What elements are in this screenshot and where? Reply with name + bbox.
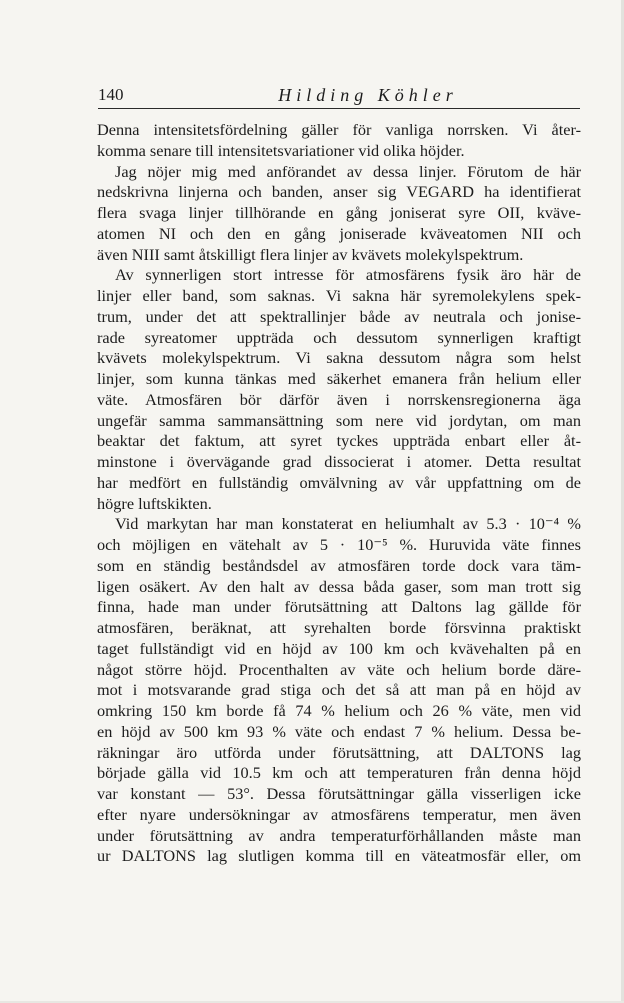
- text-line: under förutsättning av andra temperaturförhållanden måste man: [97, 825, 581, 845]
- text-line: kvävets molekylspektrum. Vi sakna dessutom några som helst: [97, 348, 581, 368]
- text-line: linjer, som kunna tänkas med säkerhet emanera från helium eller: [97, 369, 581, 388]
- text-line: trum, under det att spektrallinjer både av neutrala och jonise-: [97, 306, 581, 326]
- text-line: atomen NI och den en gång joniserade kväveatomen NII och: [97, 223, 581, 243]
- text-line: som en ständig beståndsdel av atmosfären torde dock vara täm-: [97, 555, 581, 575]
- text-line: rade syreatomer uppträda och dessutom synnerligen kraftigt: [97, 327, 581, 347]
- text-line: även NIII samt åtskilligt flera linjer av kvävets molekylspektrum.: [97, 244, 524, 264]
- text-line: komma senare till intensitetsvariationer vid olika höjder.: [97, 140, 465, 160]
- page-number: 140: [98, 85, 124, 104]
- text-line: började gälla vid 10.5 km och att temperaturen från denna höjd: [97, 763, 581, 783]
- text-line: beaktar det faktum, att syret tyckes uppträda enbart eller åt-: [97, 431, 581, 451]
- text-line: Vid markytan har man konstaterat en heliumhalt av 5.3 · 10⁻⁴ %: [115, 514, 581, 534]
- text-line: och möjligen en vätehalt av 5 · 10⁻⁵ %. Huruvida väte finnes: [97, 535, 581, 554]
- running-head-author: Hilding Köhler: [278, 85, 458, 105]
- text-line: flera svaga linjer tillhörande en gång joniserat syre OII, kväve-: [97, 203, 581, 222]
- body-text: [97, 120, 581, 867]
- text-line: mot i motsvarande grad stiga och det så att man på en höjd av: [97, 680, 581, 700]
- text-line: väte. Atmosfären bör därför även i norrskensregionerna äga: [97, 389, 581, 409]
- text-line: atmosfären, beräknat, att syrehalten borde försvinna praktiskt: [97, 618, 581, 637]
- text-line: Jag nöjer mig med anförandet av dessa linjer. Förutom de här: [115, 161, 581, 181]
- text-line: har medfört en fullständig omvälvning av vår uppfattning om de: [97, 472, 581, 492]
- text-line: omkring 150 km borde få 74 % helium och 26 % väte, men vid: [97, 701, 581, 720]
- text-line: minstone i övervägande grad dissocierat i atomer. Detta resultat: [97, 452, 581, 471]
- text-line: nedskrivna linjerna och banden, anser sig VEGARD ha identifierat: [97, 182, 581, 202]
- text-line: Av synnerligen stort intresse för atmosfärens fysik äro här de: [115, 265, 581, 285]
- text-line: var konstant — 53°. Dessa förutsättningar gälla visserligen icke: [97, 784, 581, 803]
- text-line: räkningar äro utförda under förutsättning, att DALTONS lag: [97, 742, 581, 762]
- text-line: taget fullständigt vid en höjd av 100 km och kvävehalten på en: [97, 638, 581, 658]
- page-header: [98, 84, 580, 109]
- text-line: linjer eller band, som saknas. Vi sakna här syremolekylens spek-: [97, 286, 581, 305]
- text-line: ur DALTONS lag slutligen komma till en väteatmosfär eller, om: [97, 846, 581, 866]
- text-line: finna, hade man under förutsättning att Daltons lag gällde för: [97, 597, 581, 617]
- text-line: Denna intensitetsfördelning gäller för vanliga norrsken. Vi åter-: [97, 120, 581, 139]
- text-line: en höjd av 500 km 93 % väte och endast 7 % helium. Dessa be-: [97, 721, 581, 741]
- text-line: högre luftskikten.: [97, 493, 212, 513]
- text-line: efter nyare undersökningar av atmosfärens temperatur, men även: [97, 804, 581, 824]
- text-line: något större höjd. Procenthalten av väte och helium borde däre-: [97, 659, 581, 679]
- text-line: ligen osäkert. Av den halt av dessa båda gaser, som man trott sig: [97, 576, 581, 596]
- text-line: ungefär samma sammansättning som nere vid jordytan, om man: [97, 410, 581, 430]
